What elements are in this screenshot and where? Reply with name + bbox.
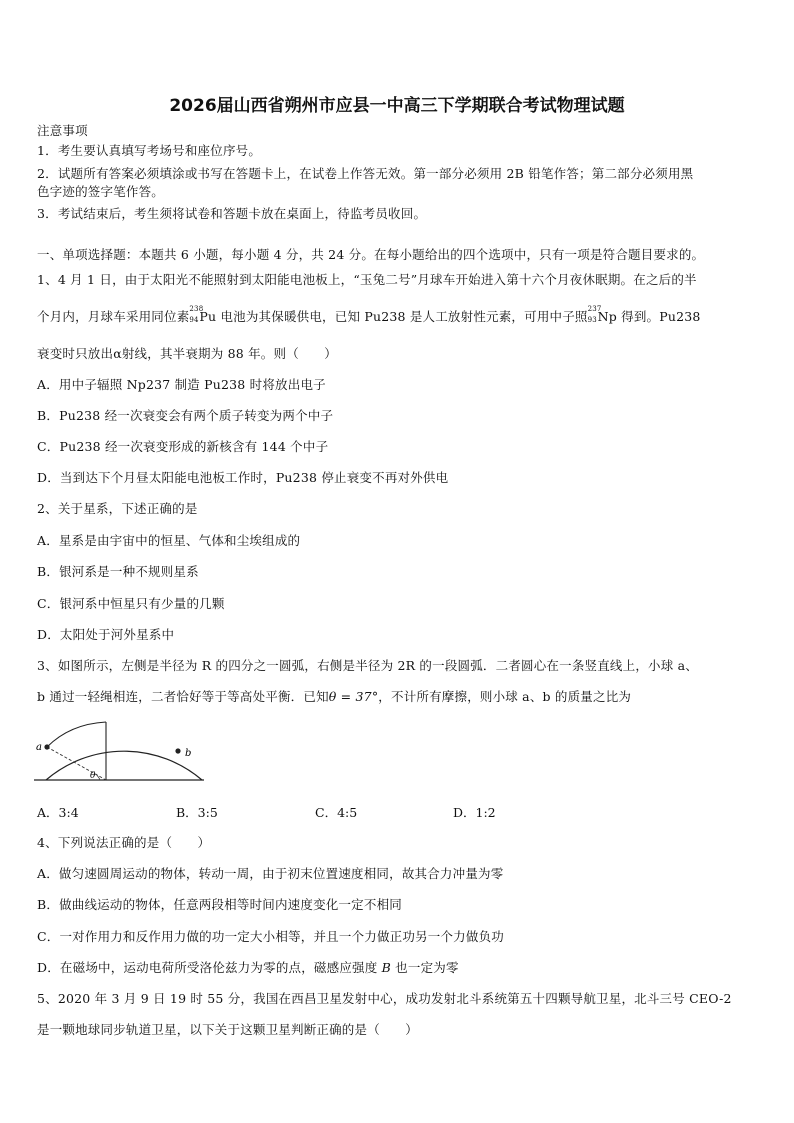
label-b: b bbox=[185, 748, 192, 759]
notice-item-3: 3．考试结束后，考生须将试卷和答题卡放在桌面上，待监考员收回。 bbox=[37, 206, 427, 221]
quarter-arc bbox=[47, 722, 106, 747]
np-symbol: Np bbox=[597, 309, 617, 324]
ball-b bbox=[175, 748, 180, 753]
q1-option-d: D．当到达下个月昼太阳能电池板工作时，Pu238 停止衰变不再对外供电 bbox=[37, 470, 449, 485]
q3-stem-line1: 3、如图所示，左侧是半径为 R 的四分之一圆弧，右侧是半径为 2R 的一段圆弧．二者圆心在一条竖直线上，小球 a、 bbox=[37, 658, 698, 673]
q1-stem-line1: 1、4 月 1 日，由于太阳光不能照射到太阳能电池板上，“玉兔二号”月球车开始进入第十六个月夜休眠期。在之后的半 bbox=[37, 272, 697, 287]
notice-item-1: 1．考生要认真填写考场号和座位序号。 bbox=[37, 143, 262, 158]
pu-mass-number: 238 bbox=[189, 305, 204, 313]
q3-option-c: C．4:5 bbox=[315, 805, 358, 820]
pu-atomic-number: 94 bbox=[189, 316, 199, 324]
np-mass-number: 237 bbox=[587, 305, 602, 313]
page-title: 2026届山西省朔州市应县一中高三下学期联合考试物理试题 bbox=[169, 96, 625, 116]
notice-item-2: 2．试题所有答案必须填涂或书写在答题卡上，在试卷上作答无效。第一部分必须用 2B 铅笔作答；第二部分必须用黑 bbox=[37, 166, 694, 181]
q3-figure bbox=[30, 716, 210, 788]
q4-stem: 4、下列说法正确的是（ ） bbox=[37, 835, 211, 850]
q2-option-a: A．星系是由宇宙中的恒星、气体和尘埃组成的 bbox=[37, 533, 301, 548]
q3-stem-text-b: ，不计所有摩擦，则小球 a、b 的质量之比为 bbox=[378, 689, 632, 704]
q1-stem-text-b: 电池为其保暖供电，已知 Pu238 是人工放射性元素，可用中子照 bbox=[216, 309, 588, 324]
q1-stem-text-c: 得到。Pu238 bbox=[616, 309, 701, 324]
q1-stem-line2 bbox=[37, 307, 701, 325]
q3-option-d: D．1:2 bbox=[453, 805, 496, 820]
ball-a bbox=[44, 744, 49, 749]
q3-stem-text-a: b 通过一轻绳相连，二者恰好等于等高处平衡．已知 bbox=[37, 689, 329, 704]
q4-option-c: C．一对作用力和反作用力做的功一定大小相等，并且一个力做正功另一个力做负功 bbox=[37, 929, 504, 944]
q2-stem: 2、关于星系，下述正确的是 bbox=[37, 501, 198, 516]
q3-option-b: B．3:5 bbox=[176, 805, 218, 820]
q1-option-c: C．Pu238 经一次衰变形成的新核含有 144 个中子 bbox=[37, 439, 329, 454]
q2-option-d: D．太阳处于河外星系中 bbox=[37, 627, 175, 642]
q1-stem-line3: 衰变时只放出α射线，其半衰期为 88 年。则（ ） bbox=[37, 346, 337, 361]
q1-option-b: B．Pu238 经一次衰变会有两个质子转变为两个中子 bbox=[37, 408, 334, 423]
q4-option-a: A．做匀速圆周运动的物体，转动一周，由于初末位置速度相同，故其合力冲量为零 bbox=[37, 866, 504, 881]
q4-option-d-text-b: 也一定为零 bbox=[391, 960, 459, 975]
theta-equation: θ = 37° bbox=[328, 689, 379, 704]
q4-option-d bbox=[37, 958, 459, 976]
section-heading: 一、单项选择题：本题共 6 小题，每小题 4 分，共 24 分。在每小题给出的四个选项中，只有一项是符合题目要求的。 bbox=[37, 247, 705, 262]
np-isotope-notation bbox=[587, 305, 602, 324]
pu-symbol: Pu bbox=[199, 309, 217, 324]
q5-stem-line1: 5、2020 年 3 月 9 日 19 时 55 分，我国在西昌卫星发射中心，成功发射北斗系统第五十四颗导航卫星，北斗三号 CEO-2 bbox=[37, 991, 732, 1006]
q3-stem-line2 bbox=[37, 687, 631, 705]
angle-arc bbox=[96, 774, 100, 780]
np-atomic-number: 93 bbox=[587, 316, 597, 324]
q1-option-a: A．用中子辐照 Np237 制造 Pu238 时将放出电子 bbox=[37, 377, 326, 392]
q3-option-a: A．3:4 bbox=[37, 805, 79, 820]
symbol-B: B bbox=[381, 960, 391, 975]
q5-stem-line2: 是一颗地球同步轨道卫星，以下关于这颗卫星判断正确的是（ ） bbox=[37, 1022, 419, 1037]
pu-isotope-notation bbox=[189, 305, 204, 324]
large-arc bbox=[46, 751, 202, 780]
q1-stem-text-a: 个月内，月球车采用同位素 bbox=[37, 309, 190, 324]
label-a: a bbox=[36, 742, 42, 753]
notice-item-2-cont: 色字迹的签字笔作答。 bbox=[37, 184, 165, 199]
notice-heading: 注意事项 bbox=[37, 123, 88, 138]
q2-option-c: C．银河系中恒星只有少量的几颗 bbox=[37, 596, 225, 611]
q2-option-b: B．银河系是一种不规则星系 bbox=[37, 564, 199, 579]
label-theta: θ bbox=[90, 771, 96, 781]
q4-option-d-text-a: D．在磁场中，运动电荷所受洛伦兹力为零的点，磁感应强度 bbox=[37, 960, 382, 975]
q4-option-b: B．做曲线运动的物体，任意两段相等时间内速度变化一定不相同 bbox=[37, 897, 402, 912]
